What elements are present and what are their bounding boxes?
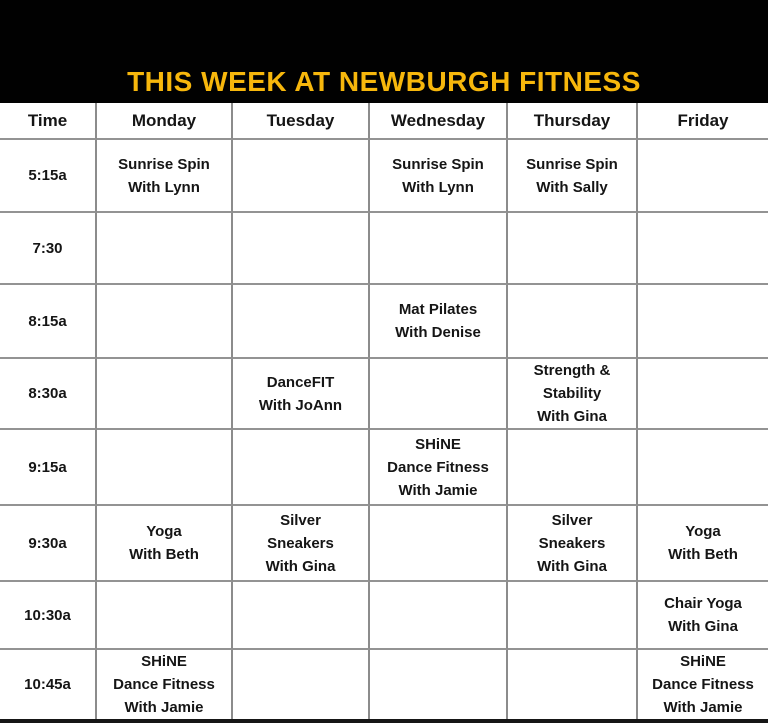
- class-cell: [508, 140, 638, 213]
- class-cell: [233, 285, 370, 359]
- class-line: With Beth: [668, 546, 738, 563]
- class-cell: [508, 506, 638, 582]
- class-cell: [638, 430, 768, 506]
- class-line: Mat Pilates: [398, 301, 478, 318]
- class-cell: [638, 213, 768, 285]
- class-line: With Lynn: [128, 178, 200, 196]
- class-cell: [233, 359, 370, 430]
- class-cell: [233, 140, 370, 213]
- column-header-tuesday: Tuesday: [233, 103, 370, 140]
- class-cell: [370, 582, 508, 650]
- class-line: Sunrise Spin: [392, 155, 484, 173]
- bottom-edge-bar: [0, 719, 768, 723]
- class-cell: [638, 140, 768, 213]
- class-line: With Gina: [537, 557, 607, 575]
- column-header-wednesday: Wednesday: [370, 103, 508, 140]
- column-header-friday: Friday: [638, 103, 768, 140]
- class-cell: [97, 506, 233, 582]
- class-cell: [97, 359, 233, 430]
- class-line: With Denise: [395, 324, 481, 341]
- class-line: Dance Fitness: [652, 676, 754, 693]
- class-cell: [508, 430, 638, 506]
- class-line: With JoAnn: [258, 396, 343, 414]
- class-line: Dance Fitness: [387, 458, 489, 476]
- class-cell: [97, 582, 233, 650]
- class-cell: [508, 213, 638, 285]
- class-cell: [638, 359, 768, 430]
- class-line: With Jamie: [663, 699, 743, 716]
- class-line: With Jamie: [124, 699, 204, 716]
- class-line: Chair Yoga: [664, 595, 742, 612]
- class-cell: [233, 213, 370, 285]
- class-cell: [638, 650, 768, 719]
- class-line: Dance Fitness: [113, 676, 215, 693]
- class-cell: [638, 582, 768, 650]
- masthead: [0, 0, 768, 103]
- class-cell: [97, 650, 233, 719]
- class-cell: [233, 582, 370, 650]
- column-header-monday: Monday: [97, 103, 233, 140]
- class-line: Silver: [280, 511, 321, 529]
- class-cell: [370, 213, 508, 285]
- class-cell: [370, 140, 508, 213]
- class-line: SHiNE: [680, 653, 726, 670]
- time-cell: 8:15a: [0, 285, 97, 359]
- class-line: Yoga: [146, 523, 182, 540]
- time-cell: 9:15a: [0, 430, 97, 506]
- class-line: SHiNE: [415, 435, 461, 453]
- schedule-table: [0, 103, 768, 719]
- class-cell: [233, 506, 370, 582]
- class-line: With Gina: [537, 408, 607, 425]
- time-cell: 9:30a: [0, 506, 97, 582]
- class-cell: [370, 650, 508, 719]
- class-line: Stability: [542, 385, 602, 402]
- class-cell: [233, 650, 370, 719]
- class-cell: [508, 650, 638, 719]
- class-cell: [97, 430, 233, 506]
- class-cell: [370, 506, 508, 582]
- class-line: Silver: [551, 511, 593, 529]
- class-cell: [638, 506, 768, 582]
- class-cell: [370, 430, 508, 506]
- class-cell: [97, 140, 233, 213]
- class-line: Sneakers: [538, 534, 606, 552]
- class-line: With Gina: [668, 618, 738, 635]
- class-line: With Lynn: [402, 178, 474, 196]
- class-line: SHiNE: [141, 653, 187, 670]
- class-line: Sneakers: [267, 534, 334, 552]
- time-cell: 5:15a: [0, 140, 97, 213]
- class-cell: [508, 582, 638, 650]
- class-line: Yoga: [685, 523, 721, 540]
- class-line: DanceFIT: [266, 373, 335, 391]
- time-cell: 10:45a: [0, 650, 97, 719]
- time-cell: 7:30: [0, 213, 97, 285]
- class-line: With Jamie: [398, 481, 478, 499]
- page-title: THIS WEEK AT NEWBURGH FITNESS: [127, 66, 641, 97]
- class-line: With Sally: [536, 178, 608, 196]
- class-cell: [97, 285, 233, 359]
- time-cell: 8:30a: [0, 359, 97, 430]
- class-cell: [370, 359, 508, 430]
- class-cell: [508, 359, 638, 430]
- column-header-thursday: Thursday: [508, 103, 638, 140]
- class-line: Sunrise Spin: [526, 155, 618, 173]
- class-cell: [97, 213, 233, 285]
- class-cell: [508, 285, 638, 359]
- column-header-time: Time: [0, 103, 97, 140]
- class-cell: [233, 430, 370, 506]
- class-cell: [638, 285, 768, 359]
- class-line: Sunrise Spin: [118, 155, 210, 173]
- class-line: With Beth: [129, 546, 199, 563]
- class-cell: [370, 285, 508, 359]
- class-line: With Gina: [265, 557, 336, 575]
- time-cell: 10:30a: [0, 582, 97, 650]
- class-line: Strength &: [533, 362, 611, 379]
